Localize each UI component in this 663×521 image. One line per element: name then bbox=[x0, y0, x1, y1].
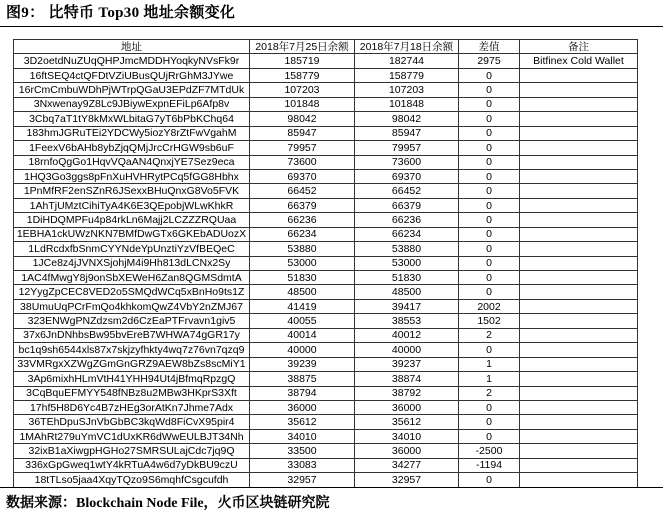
cell-difference: 0 bbox=[459, 68, 520, 82]
cell-balance-0725: 53000 bbox=[250, 256, 355, 270]
table-row bbox=[14, 112, 638, 126]
cell-remark bbox=[520, 227, 638, 241]
cell-address: 32ixB1aXiwgpHGHo27SMRSULajCdc7jq9Q bbox=[14, 444, 250, 458]
table-row bbox=[14, 271, 638, 285]
cell-balance-0718: 51830 bbox=[355, 271, 459, 285]
cell-balance-0725: 185719 bbox=[250, 54, 355, 68]
table-row bbox=[14, 184, 638, 198]
cell-balance-0725: 40055 bbox=[250, 314, 355, 328]
cell-difference: 0 bbox=[459, 213, 520, 227]
cell-address: 1FeexV6bAHb8ybZjqQMjJrcCrHGW9sb6uF bbox=[14, 141, 250, 155]
cell-remark bbox=[520, 372, 638, 386]
table-row bbox=[14, 299, 638, 313]
cell-balance-0725: 40014 bbox=[250, 328, 355, 342]
cell-difference: 0 bbox=[459, 141, 520, 155]
cell-balance-0725: 34010 bbox=[250, 429, 355, 443]
cell-difference: 2 bbox=[459, 386, 520, 400]
cell-difference: 0 bbox=[459, 227, 520, 241]
table-row bbox=[14, 54, 638, 68]
cell-balance-0725: 40000 bbox=[250, 343, 355, 357]
header-difference: 差值 bbox=[459, 40, 520, 54]
cell-address: 37x6JnDNhbsBw95bvEreB7WHWA74gGR17y bbox=[14, 328, 250, 342]
cell-balance-0718: 34010 bbox=[355, 429, 459, 443]
cell-difference: 0 bbox=[459, 271, 520, 285]
cell-difference: 0 bbox=[459, 83, 520, 97]
cell-balance-0725: 66452 bbox=[250, 184, 355, 198]
cell-address: 18rnfoQgGo1HqvVQaAN4QnxjYE7Sez9eca bbox=[14, 155, 250, 169]
cell-difference: -1194 bbox=[459, 458, 520, 472]
cell-balance-0725: 38875 bbox=[250, 372, 355, 386]
cell-address: 3CqBquEFMYY548fNBz8u2MBw3HKprS3Xft bbox=[14, 386, 250, 400]
cell-remark bbox=[520, 444, 638, 458]
cell-balance-0725: 101848 bbox=[250, 97, 355, 111]
cell-balance-0725: 66236 bbox=[250, 213, 355, 227]
cell-remark bbox=[520, 141, 638, 155]
cell-remark bbox=[520, 112, 638, 126]
cell-balance-0718: 40012 bbox=[355, 328, 459, 342]
cell-difference: 0 bbox=[459, 97, 520, 111]
cell-balance-0725: 69370 bbox=[250, 169, 355, 183]
cell-remark bbox=[520, 415, 638, 429]
cell-balance-0725: 73600 bbox=[250, 155, 355, 169]
cell-balance-0725: 53880 bbox=[250, 242, 355, 256]
cell-address: 1LdRcdxfbSnmCYYNdeYpUnztiYzVfBEQeC bbox=[14, 242, 250, 256]
cell-balance-0718: 66452 bbox=[355, 184, 459, 198]
cell-address: 323ENWgPNZdzsm2d6CzEaPTFrvavn1giv5 bbox=[14, 314, 250, 328]
cell-difference: 0 bbox=[459, 242, 520, 256]
cell-address: 1AC4fMwgY8j9onSbXEWeH6Zan8QGMSdmtA bbox=[14, 271, 250, 285]
cell-difference: 1502 bbox=[459, 314, 520, 328]
cell-balance-0718: 38874 bbox=[355, 372, 459, 386]
table-row bbox=[14, 213, 638, 227]
table-row bbox=[14, 458, 638, 472]
cell-remark bbox=[520, 271, 638, 285]
cell-balance-0718: 182744 bbox=[355, 54, 459, 68]
header-remark: 备注 bbox=[520, 40, 638, 54]
cell-address: 38UmuUqPCrFmQo4khkomQwZ4VbY2nZMJ67 bbox=[14, 299, 250, 313]
cell-address: 183hmJGRuTEi2YDCWy5iozY8rZtFwVgahM bbox=[14, 126, 250, 140]
cell-difference: 2975 bbox=[459, 54, 520, 68]
cell-balance-0725: 33083 bbox=[250, 458, 355, 472]
cell-remark bbox=[520, 285, 638, 299]
cell-address: 3Cbq7aT1tY8kMxWLbitaG7yT6bPbKChq64 bbox=[14, 112, 250, 126]
cell-difference: 0 bbox=[459, 343, 520, 357]
figure-title: 图9： 比特币 Top30 地址余额变化 bbox=[6, 5, 236, 21]
table-row bbox=[14, 444, 638, 458]
table-row bbox=[14, 314, 638, 328]
table-row bbox=[14, 473, 638, 487]
cell-difference: 1 bbox=[459, 372, 520, 386]
cell-balance-0718: 53880 bbox=[355, 242, 459, 256]
cell-difference: 0 bbox=[459, 126, 520, 140]
cell-difference: 0 bbox=[459, 285, 520, 299]
cell-balance-0725: 48500 bbox=[250, 285, 355, 299]
cell-address: bc1q9sh6544xls87x7skjzyfhkty4wq7z76vn7qzq9 bbox=[14, 343, 250, 357]
cell-balance-0725: 85947 bbox=[250, 126, 355, 140]
cell-difference: 0 bbox=[459, 415, 520, 429]
cell-balance-0725: 66234 bbox=[250, 227, 355, 241]
cell-difference: -2500 bbox=[459, 444, 520, 458]
table-row bbox=[14, 227, 638, 241]
cell-balance-0718: 85947 bbox=[355, 126, 459, 140]
table-row bbox=[14, 83, 638, 97]
cell-balance-0725: 79957 bbox=[250, 141, 355, 155]
data-source-note: 数据来源：Blockchain Node File，火币区块链研究院 bbox=[6, 496, 330, 511]
table-header-row bbox=[14, 40, 638, 54]
cell-difference: 2002 bbox=[459, 299, 520, 313]
cell-remark bbox=[520, 458, 638, 472]
cell-remark bbox=[520, 184, 638, 198]
balance-table bbox=[13, 39, 638, 488]
cell-remark bbox=[520, 343, 638, 357]
cell-remark bbox=[520, 126, 638, 140]
cell-balance-0718: 53000 bbox=[355, 256, 459, 270]
cell-difference: 0 bbox=[459, 256, 520, 270]
table-row bbox=[14, 328, 638, 342]
cell-balance-0725: 107203 bbox=[250, 83, 355, 97]
table-row bbox=[14, 126, 638, 140]
cell-address: 36TEhDpuSJnVbGbBC3kqWd8FiCvX95pir4 bbox=[14, 415, 250, 429]
cell-remark bbox=[520, 299, 638, 313]
cell-balance-0718: 48500 bbox=[355, 285, 459, 299]
cell-balance-0725: 32957 bbox=[250, 473, 355, 487]
table-row bbox=[14, 285, 638, 299]
cell-balance-0725: 158779 bbox=[250, 68, 355, 82]
cell-balance-0718: 66236 bbox=[355, 213, 459, 227]
cell-address: 1PnMfRF2enSZnR6JSexxBHuQnxG8Vo5FVK bbox=[14, 184, 250, 198]
cell-remark bbox=[520, 386, 638, 400]
table-row bbox=[14, 141, 638, 155]
cell-balance-0725: 39239 bbox=[250, 357, 355, 371]
cell-difference: 0 bbox=[459, 184, 520, 198]
cell-remark bbox=[520, 155, 638, 169]
table-row bbox=[14, 415, 638, 429]
cell-difference: 0 bbox=[459, 198, 520, 212]
cell-balance-0718: 107203 bbox=[355, 83, 459, 97]
cell-address: 1DiHDQMPFu4p84rkLn6Majj2LCZZZRQUaa bbox=[14, 213, 250, 227]
cell-difference: 0 bbox=[459, 155, 520, 169]
cell-balance-0718: 69370 bbox=[355, 169, 459, 183]
cell-remark bbox=[520, 400, 638, 414]
table-row bbox=[14, 68, 638, 82]
table-row bbox=[14, 97, 638, 111]
cell-balance-0725: 38794 bbox=[250, 386, 355, 400]
cell-remark bbox=[520, 328, 638, 342]
cell-difference: 0 bbox=[459, 429, 520, 443]
cell-remark bbox=[520, 357, 638, 371]
cell-remark bbox=[520, 473, 638, 487]
header-address: 地址 bbox=[14, 40, 250, 54]
cell-balance-0718: 32957 bbox=[355, 473, 459, 487]
cell-difference: 0 bbox=[459, 400, 520, 414]
cell-balance-0725: 33500 bbox=[250, 444, 355, 458]
cell-address: 3D2oetdNuZUqQHPJmcMDDHYoqkyNVsFk9r bbox=[14, 54, 250, 68]
cell-remark bbox=[520, 429, 638, 443]
header-balance-0718: 2018年7月18日余额 bbox=[355, 40, 459, 54]
cell-difference: 2 bbox=[459, 328, 520, 342]
header-balance-0725: 2018年7月25日余额 bbox=[250, 40, 355, 54]
cell-balance-0718: 73600 bbox=[355, 155, 459, 169]
cell-balance-0718: 38792 bbox=[355, 386, 459, 400]
table-row bbox=[14, 429, 638, 443]
table-row bbox=[14, 256, 638, 270]
table-row bbox=[14, 198, 638, 212]
cell-remark: Bitfinex Cold Wallet bbox=[520, 54, 638, 68]
cell-balance-0718: 39417 bbox=[355, 299, 459, 313]
cell-balance-0718: 98042 bbox=[355, 112, 459, 126]
cell-balance-0718: 40000 bbox=[355, 343, 459, 357]
table-row bbox=[14, 169, 638, 183]
cell-balance-0718: 34277 bbox=[355, 458, 459, 472]
cell-remark bbox=[520, 83, 638, 97]
cell-address: 1MAhRt279uYmVC1dUxKR6dWwEULBJT34Nh bbox=[14, 429, 250, 443]
cell-remark bbox=[520, 213, 638, 227]
table-row bbox=[14, 372, 638, 386]
cell-remark bbox=[520, 68, 638, 82]
cell-address: 1EBHA1ckUWzNKN7BMfDwGTx6GKEbADUozX bbox=[14, 227, 250, 241]
cell-difference: 1 bbox=[459, 357, 520, 371]
cell-address: 336xGpGweq1wtY4kRTuA4w6d7yDkBU9czU bbox=[14, 458, 250, 472]
table-row bbox=[14, 400, 638, 414]
cell-address: 3Nxwenay9Z8Lc9JBiywExpnEFiLp6Afp8v bbox=[14, 97, 250, 111]
cell-balance-0725: 36000 bbox=[250, 400, 355, 414]
cell-address: 17hf5H8D6Yc4B7zHEg3orAtKn7Jhme7Adx bbox=[14, 400, 250, 414]
cell-address: 1AhTjUMztCihiTyA4K6E3QEpobjWLwKhkR bbox=[14, 198, 250, 212]
cell-remark bbox=[520, 314, 638, 328]
cell-balance-0718: 66379 bbox=[355, 198, 459, 212]
cell-balance-0725: 41419 bbox=[250, 299, 355, 313]
cell-address: 12YygZpCEC8VED2o5SMQdWCq5xBnHo9ts1Z bbox=[14, 285, 250, 299]
cell-address: 33VMRgxXZWgZGmGnGRZ9AEW8bZs8scMiY1 bbox=[14, 357, 250, 371]
cell-difference: 0 bbox=[459, 169, 520, 183]
cell-remark bbox=[520, 256, 638, 270]
cell-balance-0718: 158779 bbox=[355, 68, 459, 82]
cell-difference: 0 bbox=[459, 473, 520, 487]
cell-remark bbox=[520, 169, 638, 183]
table-row bbox=[14, 155, 638, 169]
bottom-rule bbox=[0, 487, 663, 488]
table-row bbox=[14, 242, 638, 256]
top-rule bbox=[0, 26, 663, 27]
cell-balance-0725: 51830 bbox=[250, 271, 355, 285]
cell-remark bbox=[520, 97, 638, 111]
cell-balance-0718: 101848 bbox=[355, 97, 459, 111]
cell-balance-0718: 36000 bbox=[355, 400, 459, 414]
cell-address: 16rCmCmbuWDhPjWTrpQGaU3EPdZF7MTdUk bbox=[14, 83, 250, 97]
cell-balance-0718: 38553 bbox=[355, 314, 459, 328]
cell-balance-0718: 35612 bbox=[355, 415, 459, 429]
cell-balance-0718: 79957 bbox=[355, 141, 459, 155]
cell-balance-0718: 39237 bbox=[355, 357, 459, 371]
table-row bbox=[14, 343, 638, 357]
cell-balance-0725: 66379 bbox=[250, 198, 355, 212]
cell-address: 16ftSEQ4ctQFDtVZiUBusQUjRrGhM3JYwe bbox=[14, 68, 250, 82]
cell-remark bbox=[520, 242, 638, 256]
cell-address: 1HQ3Go3ggs8pFnXuHVHRytPCq5fGG8Hbhx bbox=[14, 169, 250, 183]
table-row bbox=[14, 357, 638, 371]
cell-balance-0718: 36000 bbox=[355, 444, 459, 458]
table-row bbox=[14, 386, 638, 400]
cell-balance-0725: 35612 bbox=[250, 415, 355, 429]
cell-balance-0718: 66234 bbox=[355, 227, 459, 241]
cell-remark bbox=[520, 198, 638, 212]
cell-difference: 0 bbox=[459, 112, 520, 126]
cell-address: 3Ap6mixhHLmVtH41YHH94Ut4jBfmqRpzgQ bbox=[14, 372, 250, 386]
cell-address: 1JCe8z4jJVNXSjohjM4i9Hh813dLCNx2Sy bbox=[14, 256, 250, 270]
cell-balance-0725: 98042 bbox=[250, 112, 355, 126]
cell-address: 18tTLso5jaa4XqyTQzo9S6mqhfCsgcufdh bbox=[14, 473, 250, 487]
